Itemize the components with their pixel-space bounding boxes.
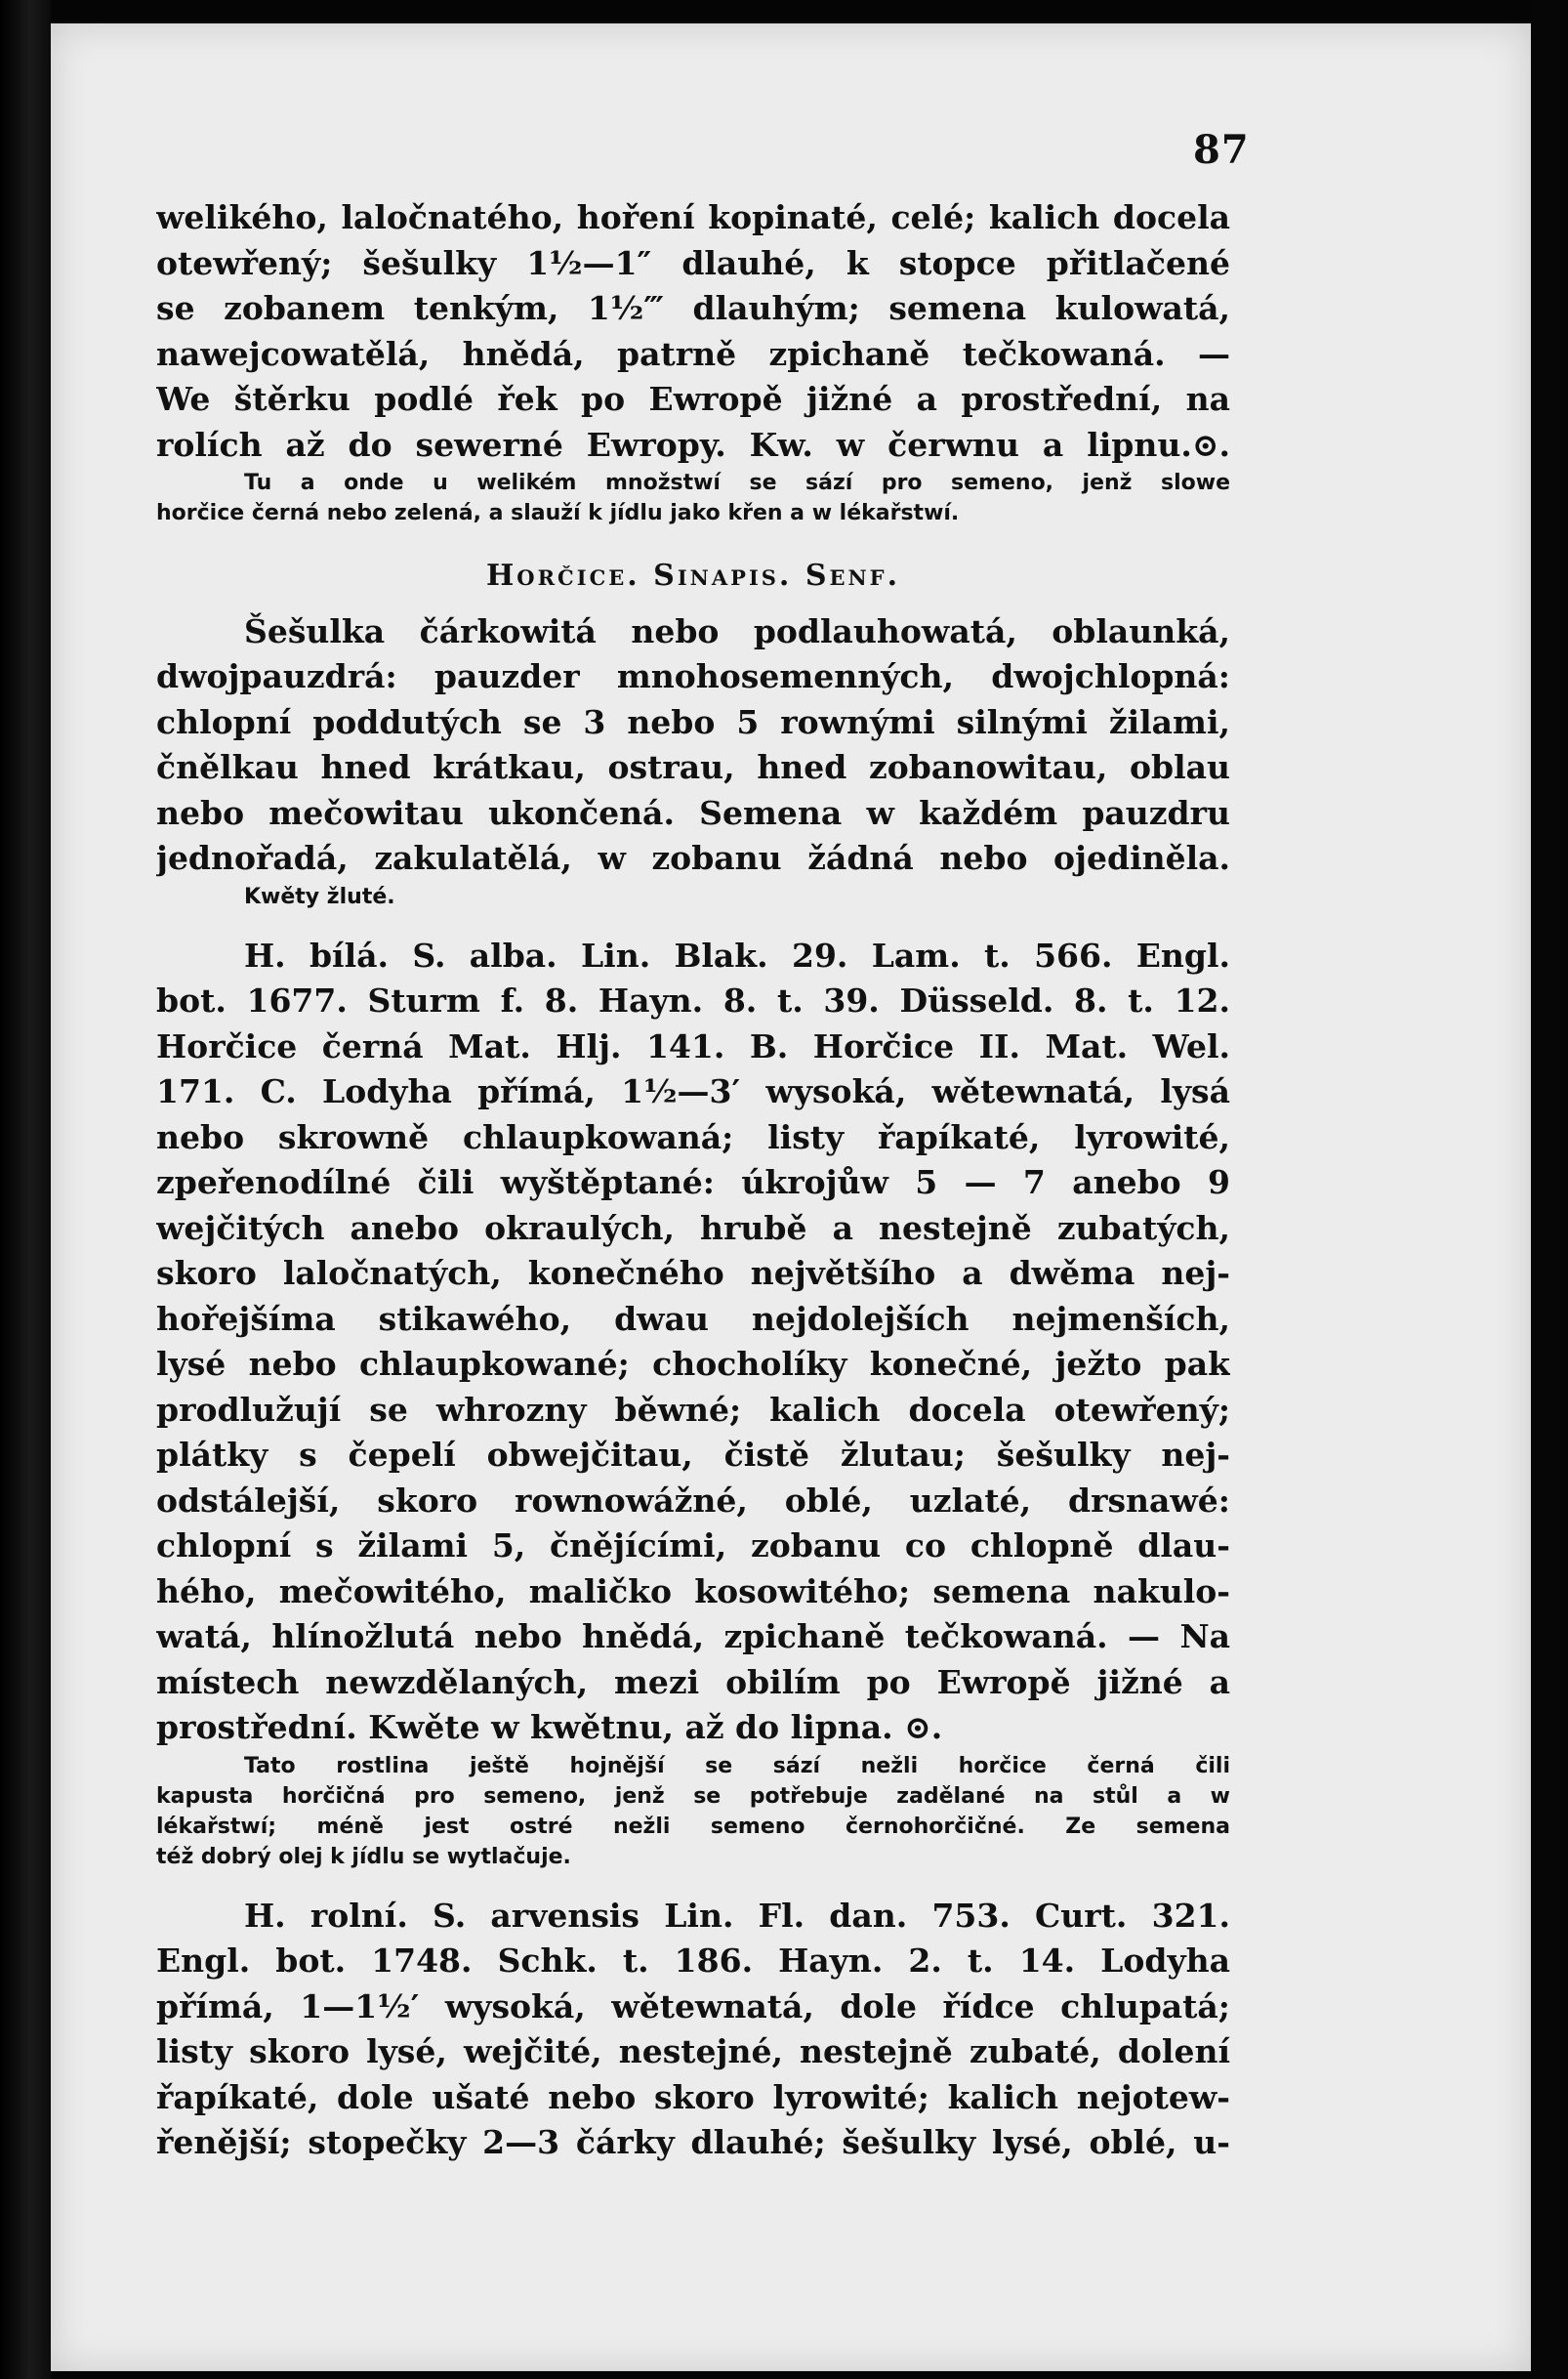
text-line: Horčice černá Mat. Hlj. 141. B. Horčice II. Mat. Wel. [156,1026,1230,1065]
text-line: se zobanem tenkým, 1½‴ dlauhým; semena kulowatá, [156,289,1230,327]
text-line: nebo skrowně chlaupkowaná; listy řapíkaté, lyrowité, [156,1117,1230,1156]
text-line: přímá, 1—1½′ wysoká, wětewnatá, dole řídce chlupatá; [156,1986,1230,2025]
text-line: nebo mečowitau ukončená. Semena w každém pauzdru [156,793,1230,832]
text-line: otewřený; šešulky 1½—1″ dlauhé, k stopce přitlačené [156,243,1230,282]
text-line: hořejšíma stikawého, dwau nejdolejších nejmenších, [156,1299,1230,1338]
text-line: nawejcowatělá, hnědá, patrně zpichaně tečkowaná. — [156,334,1230,373]
note-line: lékařstwí; méně jest ostré nežli semeno černohorčičné. Ze semena [156,1814,1230,1839]
text-line: dwojpauzdrá: pauzder mnohosemenných, dwojchlopná: [156,657,1230,695]
note-line: Tato rostlina ještě hojnější se sází nežli horčice černá čili [244,1753,1230,1778]
text-line: Šešulka čárkowitá nebo podlauhowatá, oblaunká, [244,611,1230,650]
text-line: zpeřenodílné čili wyštěptané: úkrojůw 5 — 7 anebo 9 [156,1163,1230,1201]
text-line: prostřední. Kwěte w kwětnu, až do lipna. ⊙. [156,1708,943,1746]
text-line: prodlužují se whrozny běwné; kalich docela otewřený; [156,1390,1230,1429]
text-line: lysé nebo chlaupkowané; chocholíky konečné, ježto pak [156,1345,1230,1383]
text-line: místech newzdělaných, mezi obilím po Ewropě jižné a [156,1662,1230,1701]
text-line: Kwěty žluté. [244,884,395,909]
text-line: jednořadá, zakulatělá, w zobanu žádná nebo ojediněla. [156,839,1230,877]
note-line: horčice černá nebo zelená, a slauží k jídlu jako křen a w lékařstwí. [156,501,960,525]
note-line: kapusta horčičná pro semeno, jenž se potřebuje zadělané na stůl a w [156,1783,1230,1809]
scan-left-edge [0,0,51,2379]
text-line: chlopní s žilami 5, čnějícími, zobanu co chlopně dlau- [156,1526,1230,1565]
text-line: listy skoro lysé, wejčité, nestejné, nestejně zubaté, dolení [156,2032,1230,2070]
text-line: 171. C. Lodyha přímá, 1½—3′ wysoká, wětewnatá, lysá [156,1072,1230,1110]
text-line: Engl. bot. 1748. Schk. t. 186. Hayn. 2. t. 14. Lodyha [156,1941,1230,1980]
species-line: H. bílá. S. alba. Lin. Blak. 29. Lam. t. 566. Engl. [244,936,1230,975]
text-line: watá, hlínožlutá nebo hnědá, zpichaně tečkowaná. — Na [156,1617,1230,1655]
note-line: též dobrý olej k jídlu se wytlačuje. [156,1844,571,1869]
text-line: odstálejší, skoro rownowážné, oblé, uzlaté, drsnawé: [156,1481,1230,1520]
text-line: řenější; stopečky 2—3 čárky dlauhé; šešulky lysé, oblé, u- [156,2123,1230,2161]
scan-right-edge [1531,0,1568,2379]
text-line: wejčitých anebo okraulých, hrubě a nestejně zubatých, [156,1208,1230,1247]
page-text [156,195,1230,2166]
genus-heading: Horčice. Sinapis. Senf. [485,559,901,593]
text-line: řapíkaté, dole ušaté nebo skoro lyrowité; kalich nejotew- [156,2077,1230,2116]
species-line: H. rolní. S. arvensis Lin. Fl. dan. 753. Curt. 321. [244,1896,1230,1935]
text-line: We štěrku podlé řek po Ewropě jižné a prostřední, na [156,380,1230,418]
text-line: skoro laločnatých, konečného největšího a dwěma nej- [156,1254,1230,1292]
text-line: bot. 1677. Sturm f. 8. Hayn. 8. t. 39. Düsseld. 8. t. 12. [156,981,1230,1020]
text-line: rolích až do sewerné Ewropy. Kw. w čerwnu a lipnu.⊙. [156,425,1230,464]
text-line: plátky s čepelí obwejčitau, čistě žlutau; šešulky nej- [156,1436,1230,1474]
page-number: 87 [1193,127,1250,173]
text-line: hého, mečowitého, maličko kosowitého; semena nakulo- [156,1571,1230,1610]
note-line: Tu a onde u welikém množstwí se sází pro semeno, jenž slowe [244,471,1230,495]
text-line: čnělkau hned krátkau, ostrau, hned zobanowitau, oblau [156,748,1230,786]
text-line: chlopní poddutých se 3 nebo 5 rownými silnými žilami, [156,702,1230,741]
text-line: welikého, laločnatého, hoření kopinaté, celé; kalich docela [156,198,1230,236]
